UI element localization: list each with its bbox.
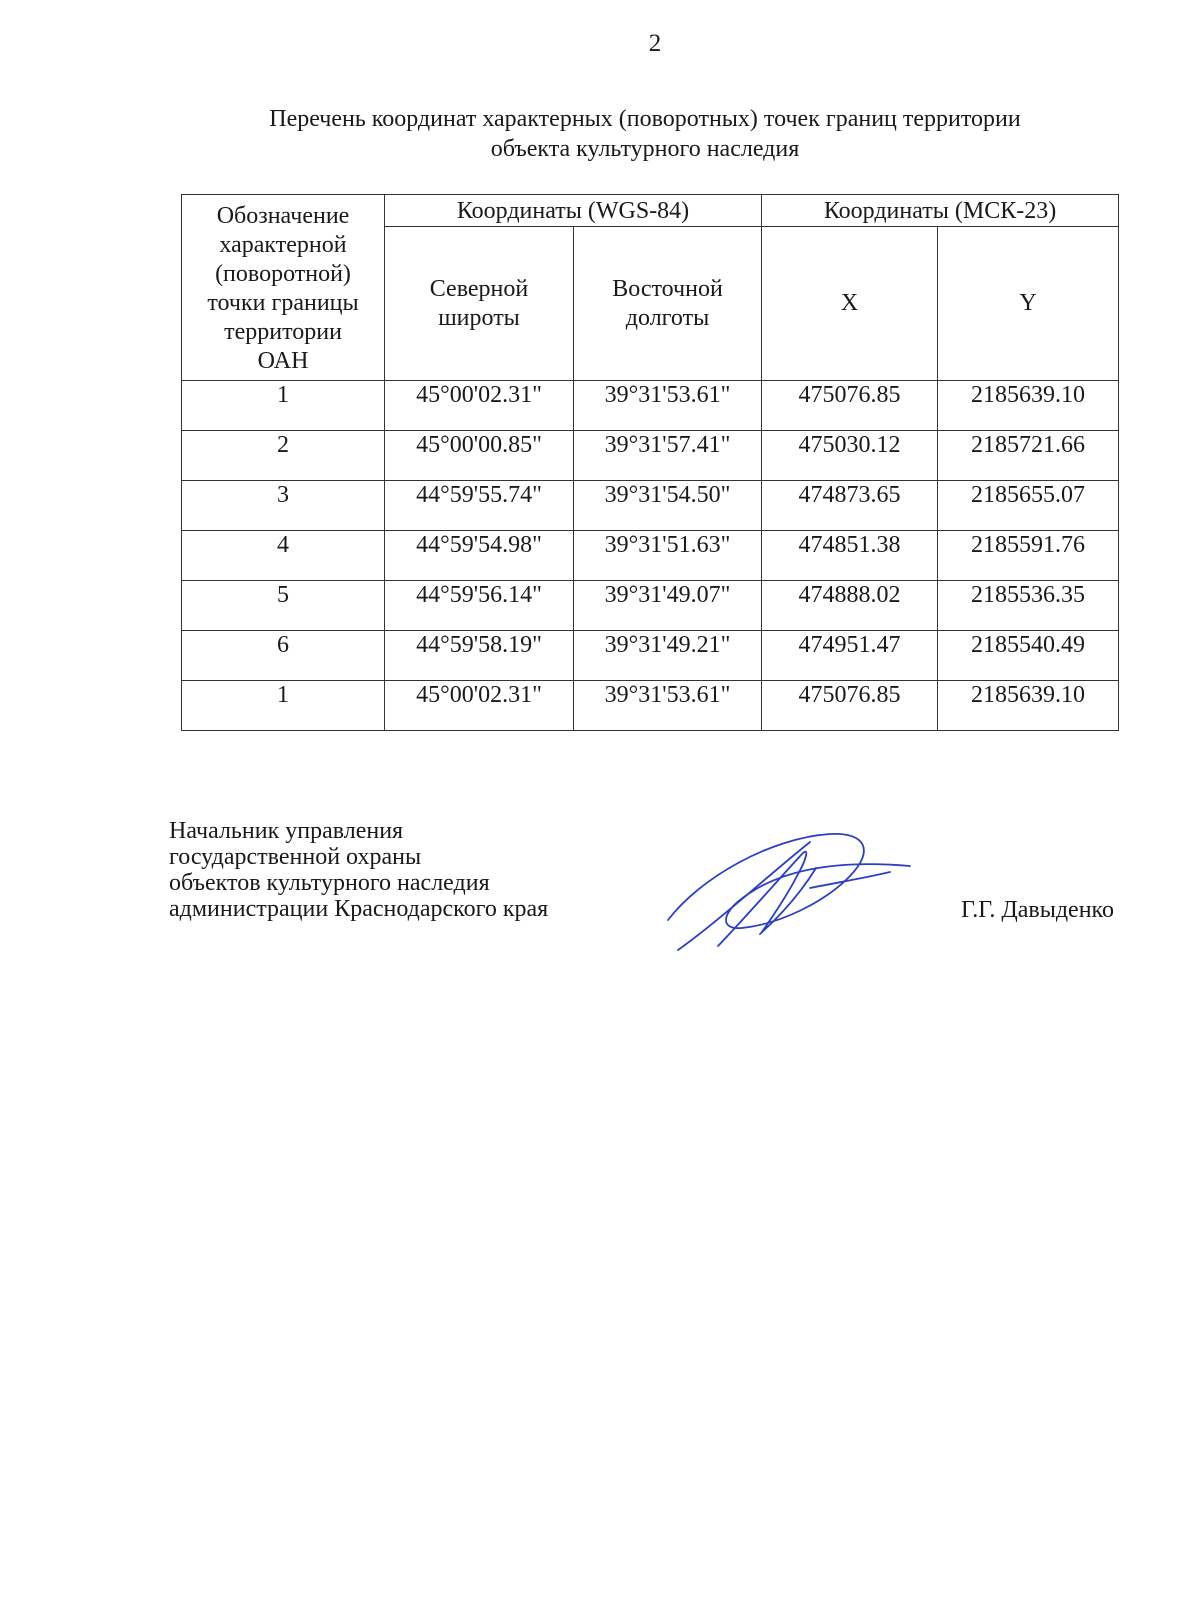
table-row <box>182 531 1119 581</box>
document-title-line-1: Перечень координат характерных (поворотных) точек границ территории <box>269 106 1021 132</box>
point-designation-header: Обозначение характерной (поворотной) точки границы территории ОАН <box>182 195 385 381</box>
x-cell: 475076.85 <box>762 681 938 731</box>
point-cell: 3 <box>182 481 385 531</box>
north-cell: 45°00'02.31" <box>385 681 574 731</box>
table-row <box>182 581 1119 631</box>
table-header-row-1 <box>182 195 1119 227</box>
north-cell: 45°00'02.31" <box>385 381 574 431</box>
signatory-position-line: государственной охраны <box>169 844 422 870</box>
table-row <box>182 681 1119 731</box>
x-cell: 474873.65 <box>762 481 938 531</box>
document-title-line-2: объекта культурного наследия <box>490 136 800 162</box>
point-cell: 2 <box>182 431 385 481</box>
east-cell: 39°31'53.61" <box>574 681 762 731</box>
y-cell: 2185591.76 <box>938 531 1119 581</box>
north-cell: 45°00'00.85" <box>385 431 574 481</box>
msk23-group-header: Координаты (МСК-23) <box>762 195 1119 227</box>
table-row <box>182 481 1119 531</box>
east-cell: 39°31'51.63" <box>574 531 762 581</box>
north-cell: 44°59'54.98" <box>385 531 574 581</box>
point-cell: 4 <box>182 531 385 581</box>
signer-name: Г.Г. Давыденко <box>961 897 1114 923</box>
north-cell: 44°59'58.19" <box>385 631 574 681</box>
document-title <box>140 104 1150 164</box>
north-cell: 44°59'55.74" <box>385 481 574 531</box>
table-row <box>182 431 1119 481</box>
signatory-position-line: Начальник управления <box>169 818 404 844</box>
coordinates-table <box>181 194 1119 731</box>
y-cell: 2185639.10 <box>938 381 1119 431</box>
y-cell: 2185540.49 <box>938 631 1119 681</box>
point-cell: 6 <box>182 631 385 681</box>
handwritten-signature <box>660 828 920 962</box>
signatory-position-line: объектов культурного наследия <box>169 870 490 896</box>
point-cell: 5 <box>182 581 385 631</box>
x-header: X <box>762 227 938 381</box>
north-latitude-header: Северной широты <box>385 227 574 381</box>
east-cell: 39°31'49.07" <box>574 581 762 631</box>
y-cell: 2185536.35 <box>938 581 1119 631</box>
x-cell: 475076.85 <box>762 381 938 431</box>
table-row <box>182 381 1119 431</box>
signatory-position-line: администрации Краснодарского края <box>169 896 549 922</box>
north-cell: 44°59'56.14" <box>385 581 574 631</box>
east-cell: 39°31'57.41" <box>574 431 762 481</box>
x-cell: 474888.02 <box>762 581 938 631</box>
page-number: 2 <box>648 30 662 57</box>
east-cell: 39°31'49.21" <box>574 631 762 681</box>
east-cell: 39°31'53.61" <box>574 381 762 431</box>
east-cell: 39°31'54.50" <box>574 481 762 531</box>
y-header: Y <box>938 227 1119 381</box>
x-cell: 474951.47 <box>762 631 938 681</box>
signatory-position <box>169 818 548 922</box>
point-cell: 1 <box>182 681 385 731</box>
y-cell: 2185639.10 <box>938 681 1119 731</box>
east-longitude-header: Восточной долготы <box>574 227 762 381</box>
point-cell: 1 <box>182 381 385 431</box>
table-row <box>182 631 1119 681</box>
x-cell: 474851.38 <box>762 531 938 581</box>
y-cell: 2185655.07 <box>938 481 1119 531</box>
y-cell: 2185721.66 <box>938 431 1119 481</box>
wgs84-group-header: Координаты (WGS-84) <box>385 195 762 227</box>
x-cell: 475030.12 <box>762 431 938 481</box>
